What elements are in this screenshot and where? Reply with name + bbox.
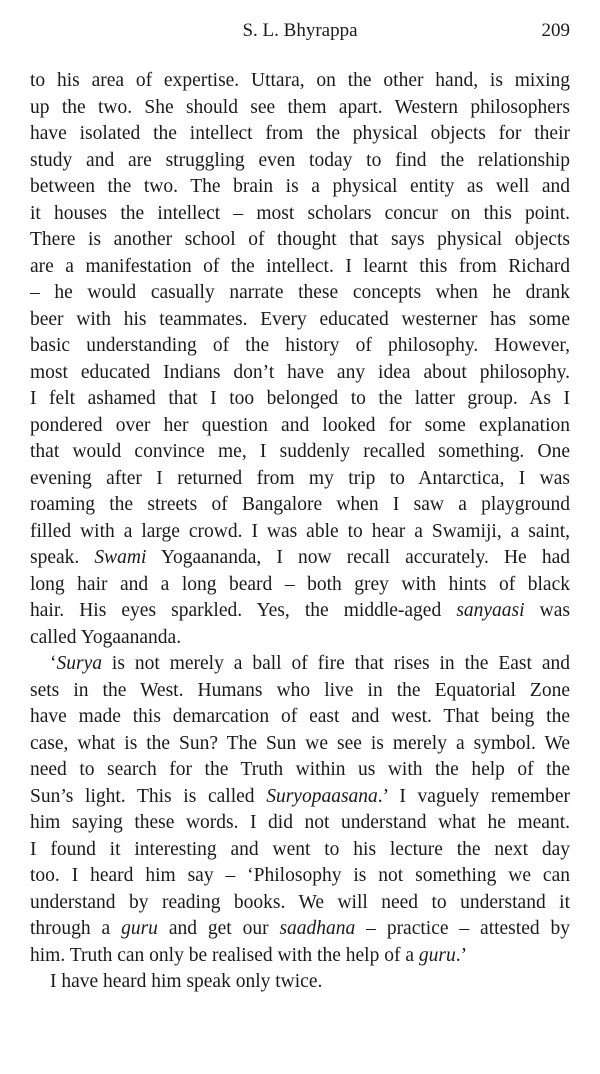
text-run: have isolated the intellect from the physical objects for their xyxy=(30,123,570,144)
text-line xyxy=(30,492,570,519)
text-run: most educated Indians don’t have any idea about philosophy. xyxy=(30,361,570,383)
text-run: him. Truth can only be realised with the help of a xyxy=(30,944,419,966)
text-run: called Yogaananda. xyxy=(30,626,182,648)
italic-text: Suryopaasana xyxy=(266,785,378,807)
italic-text: guru xyxy=(418,944,456,966)
text-line xyxy=(30,890,570,917)
italic-text: Swami xyxy=(94,547,147,568)
text-run: filled with a large crowd. I was able to hear a Swamiji, a saint, xyxy=(30,520,570,542)
text-line xyxy=(30,466,570,493)
text-run: evening after I returned from my trip to Antarctica, I was xyxy=(30,467,570,489)
text-run: to his area of expertise. Uttara, on the other hand, is mixing xyxy=(30,70,570,91)
text-line xyxy=(30,863,570,890)
italic-text: sanyaasi xyxy=(456,600,525,621)
text-run: too. I heard him say – ‘Philosophy is not something we can xyxy=(30,865,570,886)
text-run: and get our xyxy=(157,918,280,939)
paragraph xyxy=(30,651,570,969)
text-line xyxy=(30,519,570,546)
text-line xyxy=(30,572,570,599)
italic-text: guru xyxy=(121,918,158,939)
text-run: case, what is the Sun? The Sun we see is merely a symbol. We xyxy=(30,732,570,754)
text-line xyxy=(30,784,570,811)
text-run: speak. xyxy=(30,547,95,568)
text-line xyxy=(30,95,570,122)
text-line xyxy=(30,731,570,758)
text-run: that would convince me, I suddenly recalled something. One xyxy=(30,441,570,462)
text-line xyxy=(30,837,570,864)
text-run: There is another school of thought that says physical objects xyxy=(30,229,570,250)
text-run: ‘ xyxy=(50,653,57,674)
text-run: .’ xyxy=(455,944,468,966)
text-line xyxy=(30,360,570,387)
text-line xyxy=(30,148,570,175)
text-line xyxy=(30,307,570,334)
text-line xyxy=(30,227,570,254)
text-line xyxy=(30,68,570,95)
text-run: beer with his teammates. Every educated westerner has some xyxy=(30,308,570,330)
running-header-author: S. L. Bhyrappa xyxy=(242,20,358,41)
text-run: have made this demarcation of east and west. That being the xyxy=(30,706,570,727)
body-text xyxy=(30,68,570,996)
text-run: hair. His eyes sparkled. Yes, the middle-aged xyxy=(30,600,457,621)
text-run: it houses the intellect – most scholars concur on this point. xyxy=(30,202,570,224)
paragraph xyxy=(30,68,570,651)
text-run: basic understanding of the history of philosophy. However, xyxy=(30,335,570,356)
text-run: are a manifestation of the intellect. I learnt this from Richard xyxy=(30,255,570,277)
text-run: I found it interesting and went to his lecture the next day xyxy=(30,838,570,860)
text-line xyxy=(30,254,570,281)
text-run: Yogaananda, I now recall accurately. He had xyxy=(146,547,570,568)
text-run: sets in the West. Humans who live in the Equatorial Zone xyxy=(30,679,570,701)
text-run: .’ I vaguely remember xyxy=(377,785,570,807)
text-line xyxy=(30,121,570,148)
text-run: through a xyxy=(30,918,122,939)
text-line xyxy=(30,810,570,837)
text-line xyxy=(30,969,570,996)
text-line xyxy=(30,943,570,970)
page-number: 209 xyxy=(541,20,570,41)
text-run: – he would casually narrate these concepts when he drank xyxy=(30,282,570,303)
text-line xyxy=(30,625,570,652)
text-line xyxy=(30,439,570,466)
text-run: need to search for the Truth within us with the help of the xyxy=(30,759,570,780)
text-run: I felt ashamed that I too belonged to the latter group. As I xyxy=(30,388,570,409)
text-run: up the two. She should see them apart. Western philosophers xyxy=(30,96,570,118)
running-header xyxy=(30,20,570,48)
text-line xyxy=(30,704,570,731)
text-run: between the two. The brain is a physical entity as well and xyxy=(30,176,570,197)
paragraph xyxy=(30,969,570,996)
text-run: pondered over her question and looked for some explanation xyxy=(30,414,570,436)
text-line xyxy=(30,413,570,440)
text-line xyxy=(30,545,570,572)
text-run: was xyxy=(524,600,570,621)
text-run: roaming the streets of Bangalore when I saw a playground xyxy=(30,494,570,515)
text-line xyxy=(30,678,570,705)
text-line xyxy=(30,651,570,678)
text-line xyxy=(30,201,570,228)
text-run: I have heard him speak only twice. xyxy=(50,971,323,992)
text-line xyxy=(30,333,570,360)
text-line xyxy=(30,598,570,625)
text-run: long hair and a long beard – both grey with hints of black xyxy=(30,573,570,595)
italic-text: Surya xyxy=(56,653,102,674)
text-run: him saying these words. I did not understand what he meant. xyxy=(30,812,570,833)
text-run: is not merely a ball of fire that rises in the East and xyxy=(102,653,570,674)
text-line xyxy=(30,757,570,784)
italic-text: saadhana xyxy=(279,918,356,939)
text-run: – practice – attested by xyxy=(355,918,570,939)
text-run: understand by reading books. We will need to understand it xyxy=(30,891,570,913)
text-run: Sun’s light. This is called xyxy=(30,785,267,807)
text-line xyxy=(30,280,570,307)
text-run: study and are struggling even today to find the relationship xyxy=(30,149,570,171)
text-line xyxy=(30,386,570,413)
text-line xyxy=(30,916,570,943)
text-line xyxy=(30,174,570,201)
